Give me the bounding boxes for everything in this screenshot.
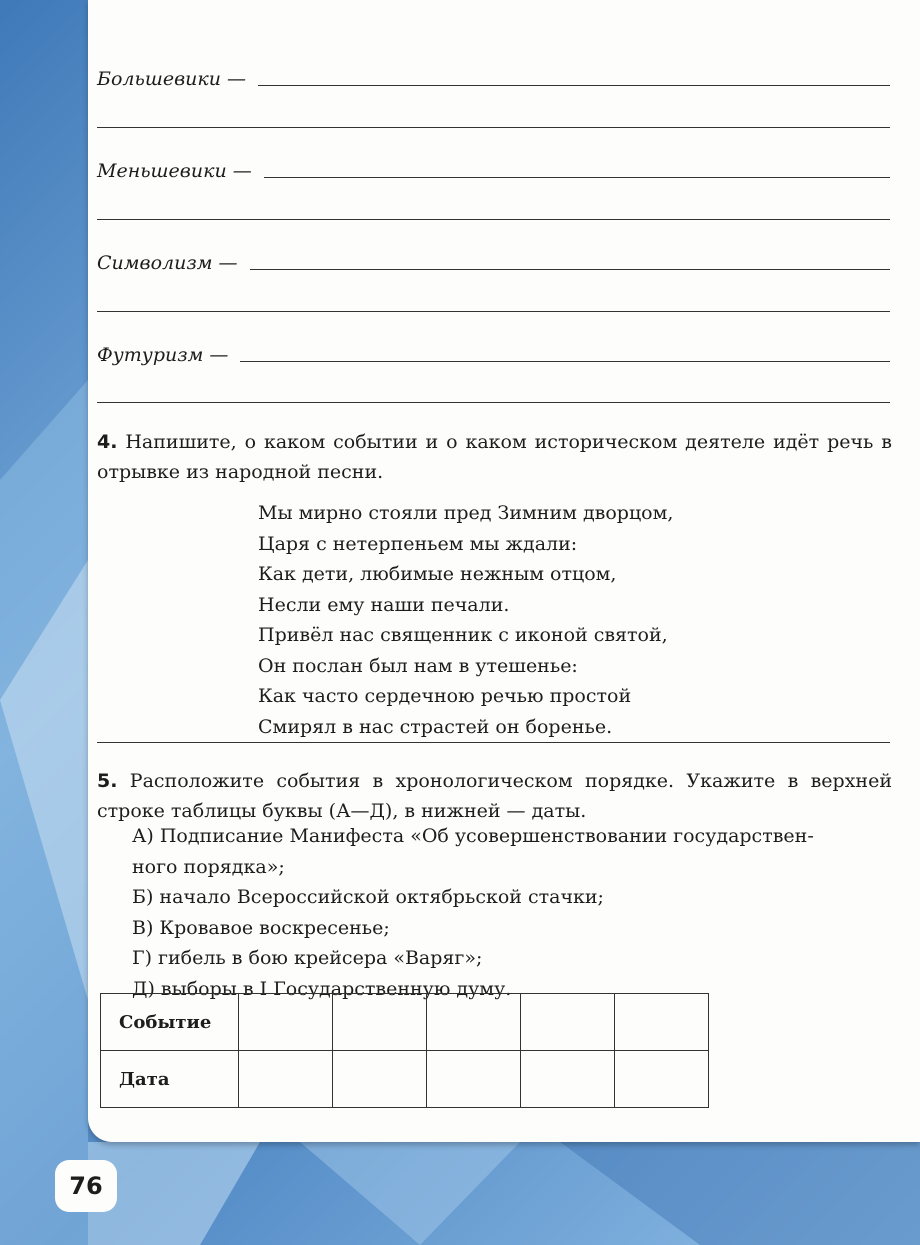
term-label: Символизм — <box>97 252 238 274</box>
table-row <box>101 994 709 1051</box>
answer-line[interactable] <box>97 127 890 128</box>
poem-line: Как дети, любимые нежным отцом, <box>258 563 617 585</box>
event-options <box>132 821 894 1004</box>
poem-line: Несли ему наши печали. <box>258 593 510 616</box>
date-cell[interactable] <box>333 1051 427 1108</box>
event-cell[interactable] <box>427 994 521 1051</box>
poem-line: Привёл нас священник с иконой святой, <box>258 624 668 646</box>
answer-line[interactable] <box>258 85 890 86</box>
task-4-prompt <box>97 427 892 487</box>
term-label: Меньшевики — <box>97 160 252 182</box>
option-c: В) Кровавое воскресенье; <box>132 916 390 939</box>
poem-line: Он послан был нам в утешенье: <box>258 654 578 677</box>
date-cell[interactable] <box>615 1051 709 1108</box>
task-number: 4. <box>97 431 118 453</box>
term-row-symbolism <box>97 246 890 276</box>
page-number: 76 <box>55 1160 117 1212</box>
answer-line[interactable] <box>97 219 890 220</box>
task-5-prompt <box>97 766 892 826</box>
poem-line: Как часто сердечною речью простой <box>258 685 632 707</box>
date-cell[interactable] <box>521 1051 615 1108</box>
task-number: 5. <box>97 770 118 792</box>
event-cell[interactable] <box>615 994 709 1051</box>
song-excerpt <box>258 498 673 742</box>
term-label: Футуризм — <box>97 344 229 366</box>
event-cell[interactable] <box>239 994 333 1051</box>
option-a-continued: ного порядка»; <box>132 855 285 878</box>
task-text: Напишите, о каком событии и о каком историческом деятеле идёт речь в отрывке из народной песни. <box>97 431 892 483</box>
answer-line[interactable] <box>97 402 890 403</box>
task-text: Расположите события в хронологическом порядке. Укажите в верхней строке таблицы буквы (А—Д), в нижней — даты. <box>97 770 892 822</box>
answer-line[interactable] <box>264 177 890 178</box>
row-label-date: Дата <box>101 1051 239 1108</box>
option-d: Г) гибель в бою крейсера «Варяг»; <box>132 947 483 969</box>
answer-line[interactable] <box>250 269 890 270</box>
date-cell[interactable] <box>427 1051 521 1108</box>
event-cell[interactable] <box>521 994 615 1051</box>
poem-line: Царя с нетерпеньем мы ждали: <box>258 532 578 555</box>
option-e: Д) выборы в I Государственную думу. <box>132 977 512 1000</box>
term-row-mensheviks <box>97 154 890 184</box>
term-row-bolsheviks <box>97 62 890 92</box>
option-a: А) Подписание Манифеста «Об усовершенствовании государствен- <box>132 825 814 847</box>
option-b: Б) начало Всероссийской октябрьской стачки; <box>132 886 604 908</box>
table-row <box>101 1051 709 1108</box>
answer-line[interactable] <box>97 311 890 312</box>
date-cell[interactable] <box>239 1051 333 1108</box>
poem-line: Мы мирно стояли пред Зимним дворцом, <box>258 502 674 524</box>
answer-line[interactable] <box>240 361 890 362</box>
row-label-event: Событие <box>101 994 239 1051</box>
answer-line[interactable] <box>97 742 890 743</box>
term-row-futurism <box>97 338 890 368</box>
poem-line: Смирял в нас страстей он боренье. <box>258 715 613 738</box>
chronology-table <box>100 993 709 1108</box>
event-cell[interactable] <box>333 994 427 1051</box>
term-label: Большевики — <box>97 68 247 90</box>
